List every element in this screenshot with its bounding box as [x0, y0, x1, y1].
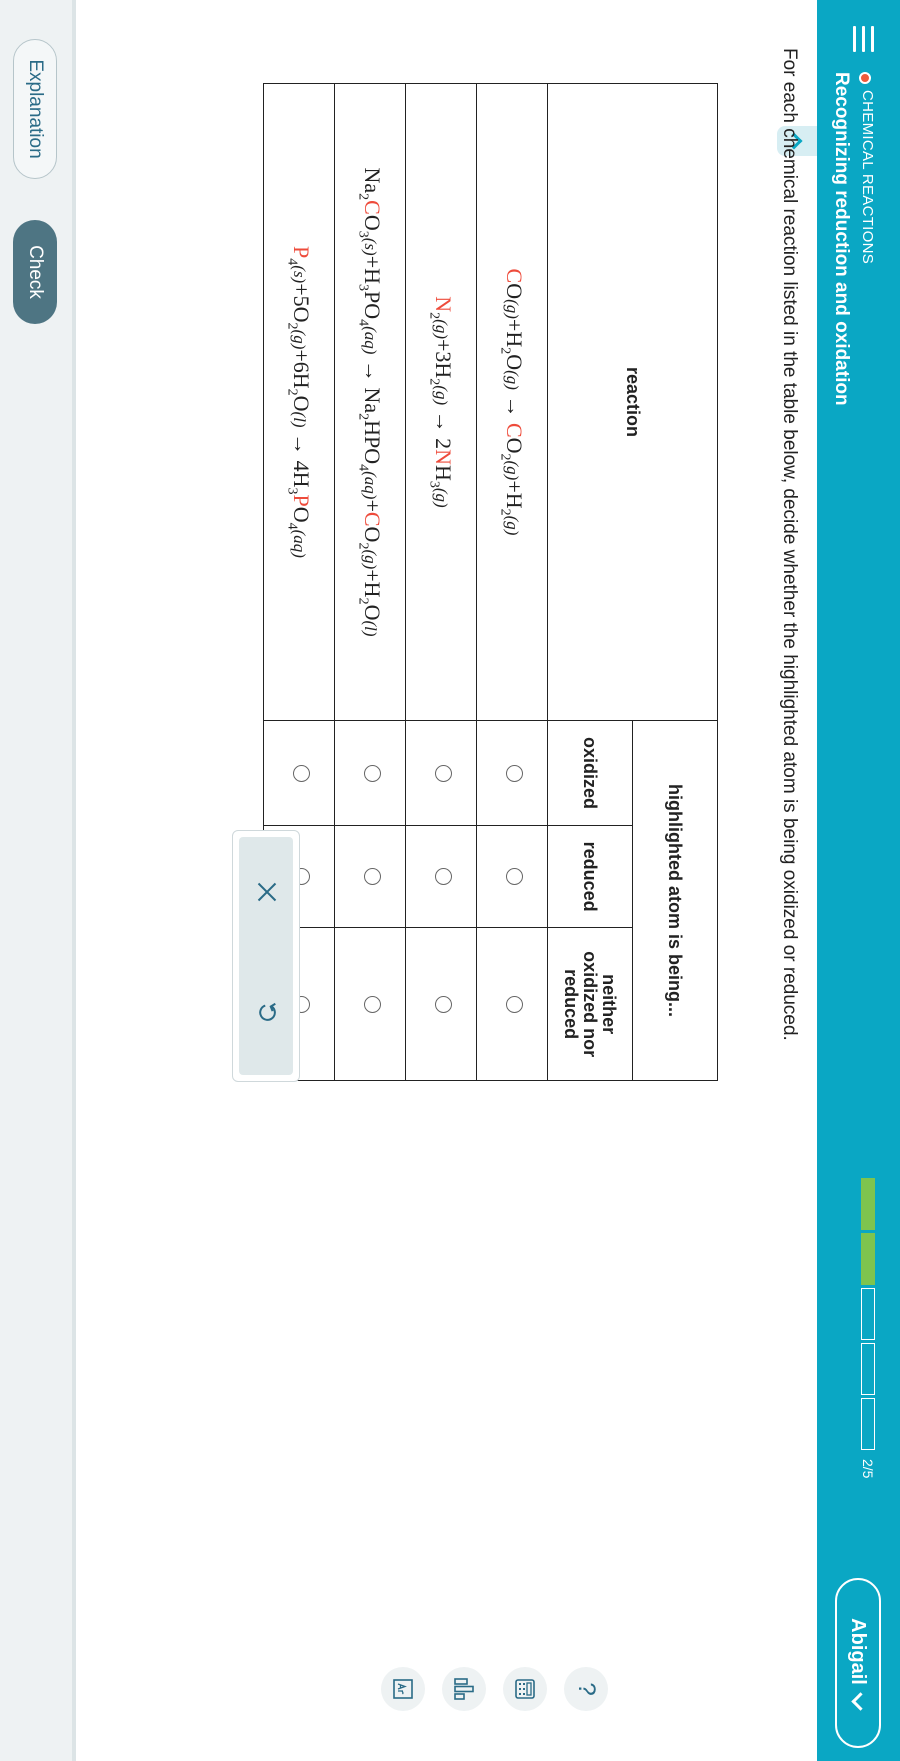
- reaction-equation: $CO(g)+H_2O(g) \to CO_2(g)+H_2(g)$: [477, 84, 548, 721]
- progress-bar: [860, 1178, 876, 1478]
- radio-reduced[interactable]: [364, 868, 381, 885]
- reaction-equation: $Na_2CO_3(s)+H_3PO_4(aq) \to Na_2HPO_4(aq)+CO_2(g)+H_2O(l)$: [335, 84, 406, 721]
- calculator-button[interactable]: [503, 1667, 547, 1711]
- radio-oxidized[interactable]: [506, 765, 523, 782]
- radio-oxidized[interactable]: [364, 765, 381, 782]
- page-title: Recognizing reduction and oxidation: [831, 72, 852, 406]
- radio-reduced[interactable]: [435, 868, 452, 885]
- header-neither-line: reduced: [561, 969, 582, 1040]
- menu-icon[interactable]: [852, 26, 874, 52]
- help-icon: ?: [573, 1682, 600, 1696]
- reaction-equation: $P_4(s)+5O_2(g)+6H_2O(l) \to 4H_3PO_4(aq)$: [264, 84, 335, 721]
- progress-segment: [861, 1233, 875, 1285]
- radio-oxidized[interactable]: [293, 765, 310, 782]
- topic-status-icon: [859, 72, 871, 84]
- periodic-table-button[interactable]: [381, 1667, 425, 1711]
- answer-actions-bar: [239, 837, 293, 1075]
- bar-chart-icon: [453, 1677, 475, 1701]
- top-bar: [817, 0, 900, 1761]
- table-row: [335, 84, 406, 1081]
- user-name: Abigail: [847, 1618, 870, 1685]
- progress-segment: [861, 1398, 875, 1450]
- radio-neither[interactable]: [506, 996, 523, 1013]
- reaction-equation: $N_2(g)+3H_2(g) \to 2NH_3(g)$: [406, 84, 477, 721]
- x-icon[interactable]: [255, 880, 279, 904]
- answer-actions: [232, 830, 300, 1082]
- data-button[interactable]: [442, 1667, 486, 1711]
- instruction-text: For each chemical reaction listed in the table below, decide whether the highlighted atom is being oxidized or reduced.: [779, 48, 800, 1041]
- undo-icon[interactable]: [257, 1001, 279, 1023]
- reaction-table: [263, 83, 718, 1081]
- calculator-icon: [514, 1678, 536, 1700]
- header-reduced: reduced: [548, 826, 633, 928]
- radio-oxidized[interactable]: [435, 765, 452, 782]
- table-row: [477, 84, 548, 1081]
- radio-neither[interactable]: [435, 996, 452, 1013]
- header-neither-line: oxidized nor: [580, 951, 601, 1058]
- footer-bar: [0, 0, 76, 1761]
- periodic-table-icon: [392, 1678, 414, 1700]
- progress-segment: [861, 1343, 875, 1395]
- header-oxidized: oxidized: [548, 721, 633, 826]
- explanation-button[interactable]: Explanation: [13, 39, 57, 179]
- topic-label: CHEMICAL REACTIONS: [859, 90, 876, 265]
- help-button[interactable]: [564, 1667, 608, 1711]
- header-reaction: reaction: [548, 84, 718, 721]
- radio-neither[interactable]: [364, 996, 381, 1013]
- table-row: [406, 84, 477, 1081]
- check-button[interactable]: Check: [13, 220, 57, 324]
- chevron-down-icon: [852, 1692, 870, 1710]
- header-highlighted-atom: highlighted atom is being...: [633, 721, 718, 1081]
- header-neither-line: neither: [599, 974, 620, 1035]
- progress-segment: [861, 1178, 875, 1230]
- radio-reduced[interactable]: [506, 868, 523, 885]
- header-neither: [548, 928, 633, 1081]
- user-menu-button[interactable]: [835, 1578, 881, 1748]
- progress-segment: [861, 1288, 875, 1340]
- progress-count: 2/5: [860, 1459, 876, 1479]
